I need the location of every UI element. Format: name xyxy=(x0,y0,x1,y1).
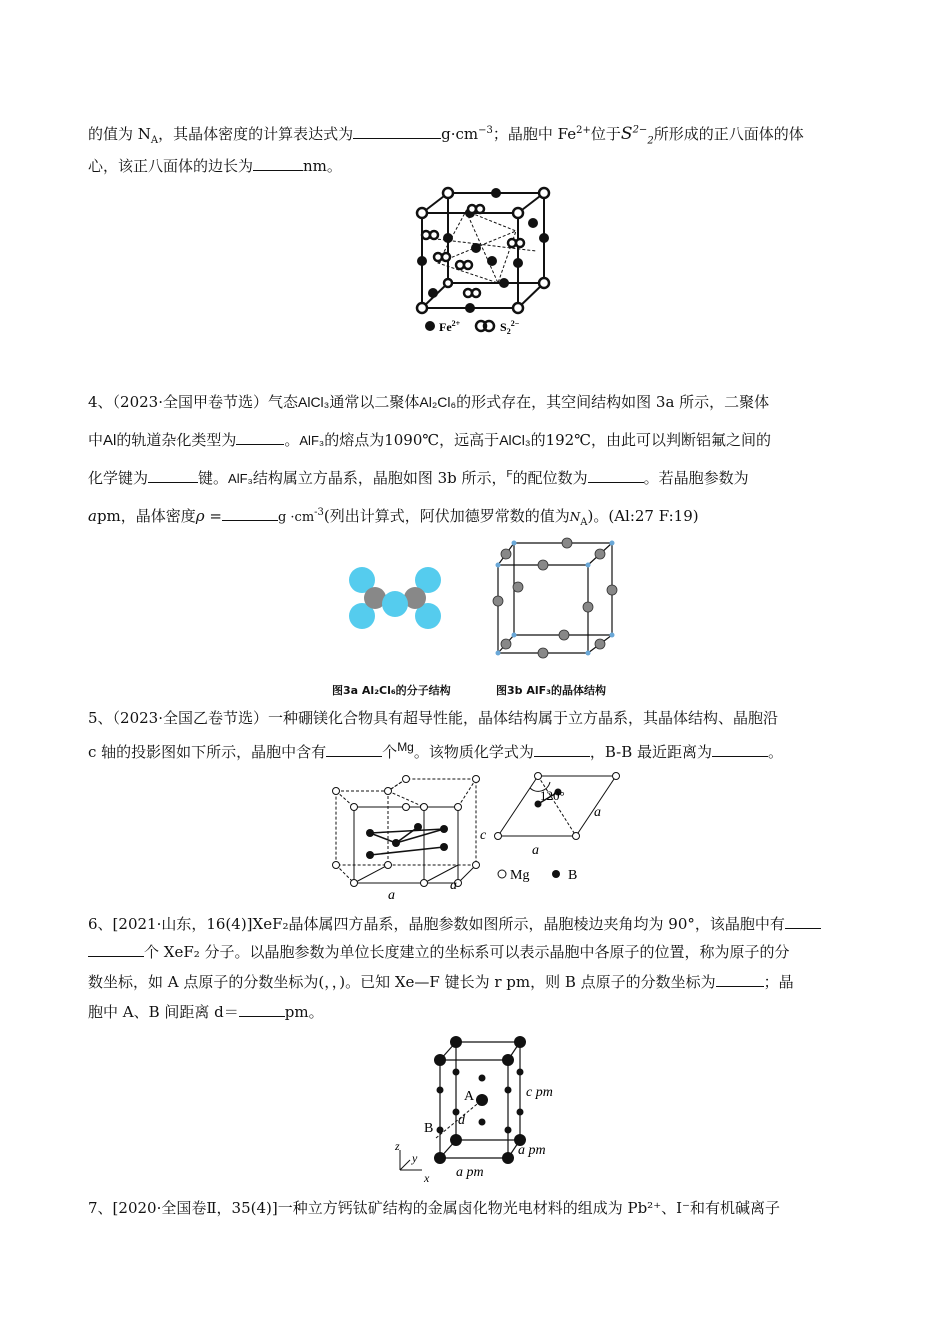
axis-icon xyxy=(400,1150,422,1170)
answer-blank[interactable] xyxy=(148,468,198,483)
answer-blank[interactable] xyxy=(588,468,644,483)
mgb2-structure-figure xyxy=(330,775,490,900)
q4-line2: 中Al的轨道杂化类型为 。AlF₃的熔点为1090℃，远高于AlCl₃的192℃，由此可以判断铝氟之间的 xyxy=(88,431,772,449)
svg-text:A: A xyxy=(464,1089,475,1104)
answer-blank[interactable] xyxy=(239,1002,285,1017)
answer-blank[interactable] xyxy=(353,124,441,139)
svg-text:a: a xyxy=(532,843,539,858)
xef2-cell-figure xyxy=(390,1030,570,1190)
svg-text:B: B xyxy=(568,868,578,883)
answer-blank[interactable] xyxy=(716,972,764,987)
svg-text:a: a xyxy=(594,805,601,820)
q4-line4: apm，晶体密度$\rho = g \cdot cm^{-3}$(列出计算式，阿伏加德罗常数的值为$N_A$)。(Al:27 F:19) xyxy=(88,507,699,528)
svg-text:y: y xyxy=(412,1151,418,1165)
q5-line1: 5、（2023·全国乙卷节选）一种硼镁化合物具有超导性能，晶体结构属于立方晶系，其晶体结构、晶胞沿 xyxy=(88,709,778,727)
legend-fe: $Fe^{2+}$ xyxy=(439,319,461,334)
legend-s2: $S_2^{2-}$ xyxy=(500,319,520,336)
q4-line1: 4、（2023·全国甲卷节选）气态AlCl₃通常以二聚体Al₂Cl₆的形式存在，其空间结构如图 3a 所示，二聚体 xyxy=(88,393,770,411)
answer-blank[interactable] xyxy=(326,742,382,757)
fe-legend-icon xyxy=(425,321,435,331)
q6-line2: 个 XeF₂ 分子。以晶胞参数为单位长度建立的坐标系可以表示晶胞中各原子的位置，称为原子的分 xyxy=(88,940,868,964)
svg-text:a pm: a pm xyxy=(518,1143,546,1158)
svg-text:z: z xyxy=(395,1139,400,1153)
q6-line4: 胞中 A、B 间距离 d＝ pm。 xyxy=(88,1003,324,1021)
svg-text:d: d xyxy=(458,1113,465,1128)
answer-blank[interactable] xyxy=(785,914,821,929)
answer-blank[interactable] xyxy=(712,742,768,757)
al2cl6-molecule-figure xyxy=(340,560,450,635)
q6-line1: 6、[2021·山东，16(4)]XeF₂晶体属四方晶系，晶胞参数如图所示，晶胞棱边夹角均为 90°，该晶胞中有 xyxy=(88,912,868,936)
fes2-crystal-figure xyxy=(408,183,568,338)
alf3-crystal-figure xyxy=(488,535,620,660)
svg-text:B: B xyxy=(424,1121,434,1136)
answer-blank[interactable] xyxy=(253,156,303,171)
svg-text:Mg: Mg xyxy=(510,868,530,883)
svg-text:a pm: a pm xyxy=(456,1165,484,1180)
label-c-pm: c pm xyxy=(526,1085,553,1100)
q3-line2: 心，该正八面体的边长为 nm。 xyxy=(88,157,342,175)
q3-line1: 的值为 $N_A$，其晶体密度的计算表达式为 $g\cdot cm^{-3}$；晶胞中 $Fe^{2+}$位于$S^{2-}_2$所形成的正八面体的体 xyxy=(88,124,804,147)
figure-caption-3b: 图3b AlF₃的晶体结构 xyxy=(496,684,606,697)
answer-blank[interactable] xyxy=(236,430,284,445)
answer-blank[interactable] xyxy=(88,942,144,957)
answer-blank[interactable] xyxy=(534,742,590,757)
b-legend-icon xyxy=(552,870,560,878)
mg-legend-icon xyxy=(498,870,506,878)
svg-text:a: a xyxy=(450,878,457,893)
figure-caption-3a: 图3a Al₂Cl₆的分子结构 xyxy=(332,684,451,697)
q7-line1: 7、[2020·全国卷Ⅱ，35(4)]一种立方钙钛矿结构的金属卤化物光电材料的组成为 Pb²⁺、I⁻和有机碱离子 xyxy=(88,1199,780,1217)
s2-formula: $S^{2-}_2$ xyxy=(620,124,654,147)
c-axis-projection-figure xyxy=(494,770,624,900)
answer-blank[interactable] xyxy=(222,506,278,521)
svg-text:120°: 120° xyxy=(540,788,565,803)
svg-text:c: c xyxy=(480,828,487,843)
svg-text:a: a xyxy=(388,888,395,900)
q5-line2: c 轴的投影图如下所示，晶胞中含有 个$^{Mg}$。该物质化学式为 ，B-B 最近距离为 。 xyxy=(88,740,784,761)
q6-line3: 数坐标，如 A 点原子的分数坐标为(，，)。已知 Xe—F 键长为 r pm，则 B 点原子的分数坐标为 ；晶 xyxy=(88,973,794,991)
q4-line3: 化学键为 键。AlF₃结构属立方晶系，晶胞如图 3b 所示，$^F$的配位数为 。若晶胞参数为 xyxy=(88,469,749,487)
svg-text:x: x xyxy=(424,1171,430,1185)
